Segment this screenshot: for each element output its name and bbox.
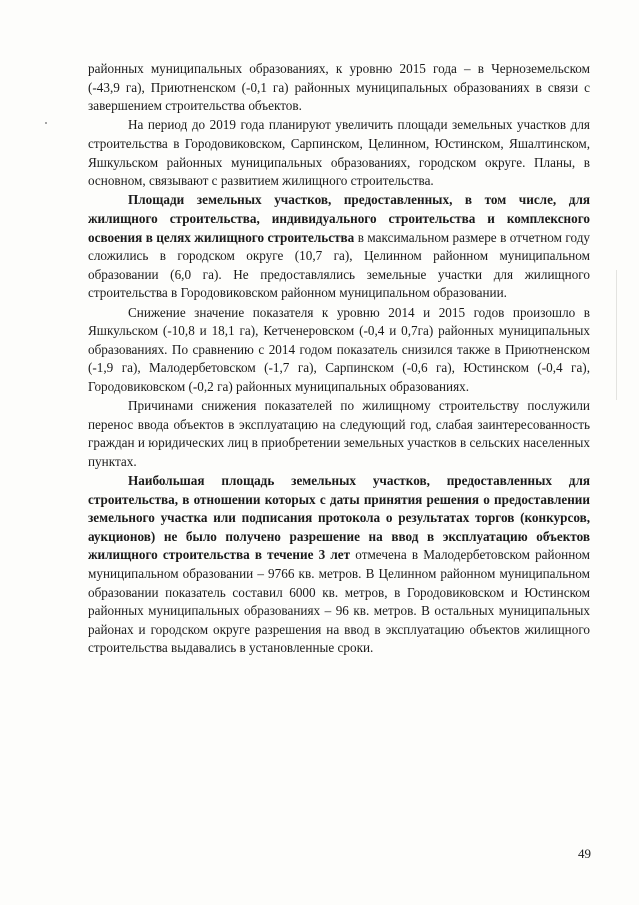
paragraph-4-text: Снижение значение показателя к уровню 2014 и 2015 годов произошло в Яшкульском (-10,8 и 18,1 га), Кетченеровском (-0,4 и 0,7га) районных муниципальных образованиях. По сравнению с 2014 годом показатель снизился также в Приютненском (-1,9 га), Малодербетовском (-1,7 га), Сарпинском (-0,6 га), Юстинском (-0,4 га), Городовиковском (-0,2 га) районных муниципальных образованиях. bbox=[88, 304, 590, 394]
page-number: 49 bbox=[578, 846, 591, 861]
paragraph-6-bold-heading: Наибольшая площадь земельных участков, предоставленных для строительства, в отношении которых с даты принятия решения о предоставлении земельного участка или подписания протокола о результатах торгов (конкурсов, аукционов) не было получено разрешение на ввод в эксплуатацию объектов жилищного строительства в течение 3 лет bbox=[88, 473, 590, 563]
paragraph-6-text: отмечена в Малодербетовском районном муниципальном образовании – 9766 кв. метров. В Целинном районном муниципальном образовании показатель составил 6000 кв. метров, в Городовиковском и Юстинском районных муниципальных образованиях – 96 кв. метров. В остальных муниципальных районах и городском округе разрешения на ввод в эксплуатацию объектов жилищного строительства выдавались в установленные сроки. bbox=[88, 547, 590, 656]
paragraph-5-text: Причинами снижения показателей по жилищному строительству послужили перенос ввода объектов в эксплуатацию на следующий год, слабая заинтересованность граждан и юридических лиц в приобретении земельных участков в сельских населенных пунктах. bbox=[88, 398, 590, 469]
paragraph-3 bbox=[88, 191, 590, 303]
paragraph-2 bbox=[88, 116, 590, 190]
paragraph-2-text: На период до 2019 года планируют увеличить площади земельных участков для строительства в Городовиковском, Сарпинском, Целинном, Юстинском, Яшалтинском, Яшкульском районных муниципальных образованиях, городском округе. Планы, в основном, связывают с развитием жилищного строительства. bbox=[88, 117, 590, 189]
paragraph-5 bbox=[88, 397, 590, 471]
paragraph-4 bbox=[88, 304, 590, 397]
paragraph-3-bold-heading: Площади земельных участков, предоставленных, в том числе, для жилищного строительства, индивидуального строительства и комплексного освоения в целях жилищного строительства bbox=[88, 192, 590, 245]
paragraph-1 bbox=[88, 60, 590, 116]
paragraph-6 bbox=[88, 472, 590, 658]
scan-speck bbox=[45, 122, 47, 124]
document-page bbox=[88, 60, 590, 658]
scan-edge-mark bbox=[616, 270, 617, 400]
paragraph-3-text: в максимальном размере в отчетном году сложились в городском округе (10,7 га), Целинном районном муниципальном образовании (6,0 га). Не предоставлялись земельные участки для жилищного строительства в Городовиковском районном муниципальном образовании. bbox=[88, 229, 590, 301]
paragraph-1-text: районных муниципальных образованиях, к уровню 2015 года – в Черноземельском (-43,9 га), Приютненском (-0,1 га) районных муниципальных образованиях в связи с завершением строительства объектов. bbox=[88, 61, 590, 114]
